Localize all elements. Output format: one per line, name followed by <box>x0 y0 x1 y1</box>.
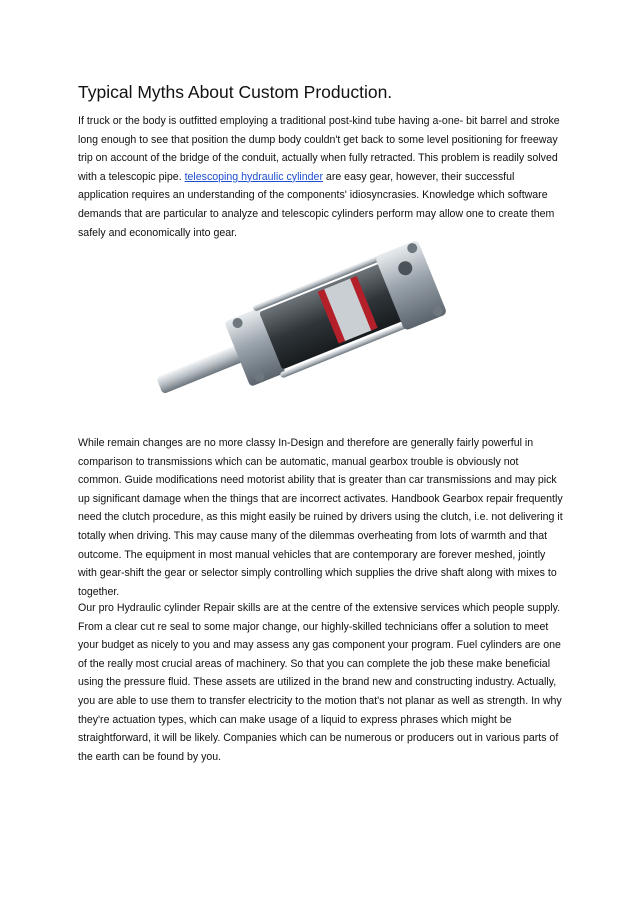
telescoping-cylinder-link[interactable]: telescoping hydraulic cylinder <box>184 170 323 183</box>
piston-rod <box>156 343 248 394</box>
repair-text: Our pro Hydraulic cylinder Repair skills are at the centre of the extensive services which people supply. From a clear cut re seal to some major change, our highly-skilled technicians offer a solution to meet your budget as nicely to you and may assess any gas component your program. Fuel cylinders are one of the really most crucial areas of machinery. So that you can complete the job these make beneficial using the pressure fluid. These assets are utilized in the brand new and constructing industry. Actually, you are able to use them to transfer electricity to the motion that's not planar as well as strength. In why they're actuation types, which can make usage of a liquid to express phrases which might be straightforward, it will be likely. Companies which can be numerous or producers out in various parts of the earth can be found by you. <box>78 602 562 763</box>
intro-text-after-link: are easy gear, however, their successful application requires an understanding of the components' idiosyncrasies. Knowledge which software demands that are particular to analyze and telescopic cylinders perform may allow one to create them safely and economically into gear. <box>78 170 555 239</box>
hydraulic-cylinder-icon <box>140 228 460 428</box>
gearbox-text: While remain changes are no more classy In-Design and therefore are generally fairly powerful in comparison to transmissions which can be automatic, manual gearbox trouble is obviously not common. Guide modifications need motorist ability that is greater than car transmissions and may pick up significant damage when the things that are incorrect activates. Handbook Gearbox repair frequently need the clutch procedure, as this might easily be ruined by drivers using the clutch, i.e. not delivering it totally when driving. This may cause many of the dilemmas overheating from lots of warmth and that outcome. The equipment in most manual vehicles that are contemporary are forever meshed, jointly with gear-shift the gear or selector simply controlling which supplies the drive shaft along with mixes to together. <box>78 437 563 598</box>
gearbox-paragraph <box>78 434 564 601</box>
repair-paragraph <box>78 599 564 766</box>
intro-text-before-link: If truck or the body is outfitted employing a traditional post-kind tube having a-one- bit barrel and stroke long enough to see that position the dump body couldn't get back to some level positioning for freeway trip on account of the bridge of the conduit, actually when fully retracted. This problem is readily solved with a telescopic pipe. <box>78 115 560 183</box>
intro-paragraph <box>78 112 564 242</box>
page-title: Typical Myths About Custom Production. <box>78 82 393 102</box>
